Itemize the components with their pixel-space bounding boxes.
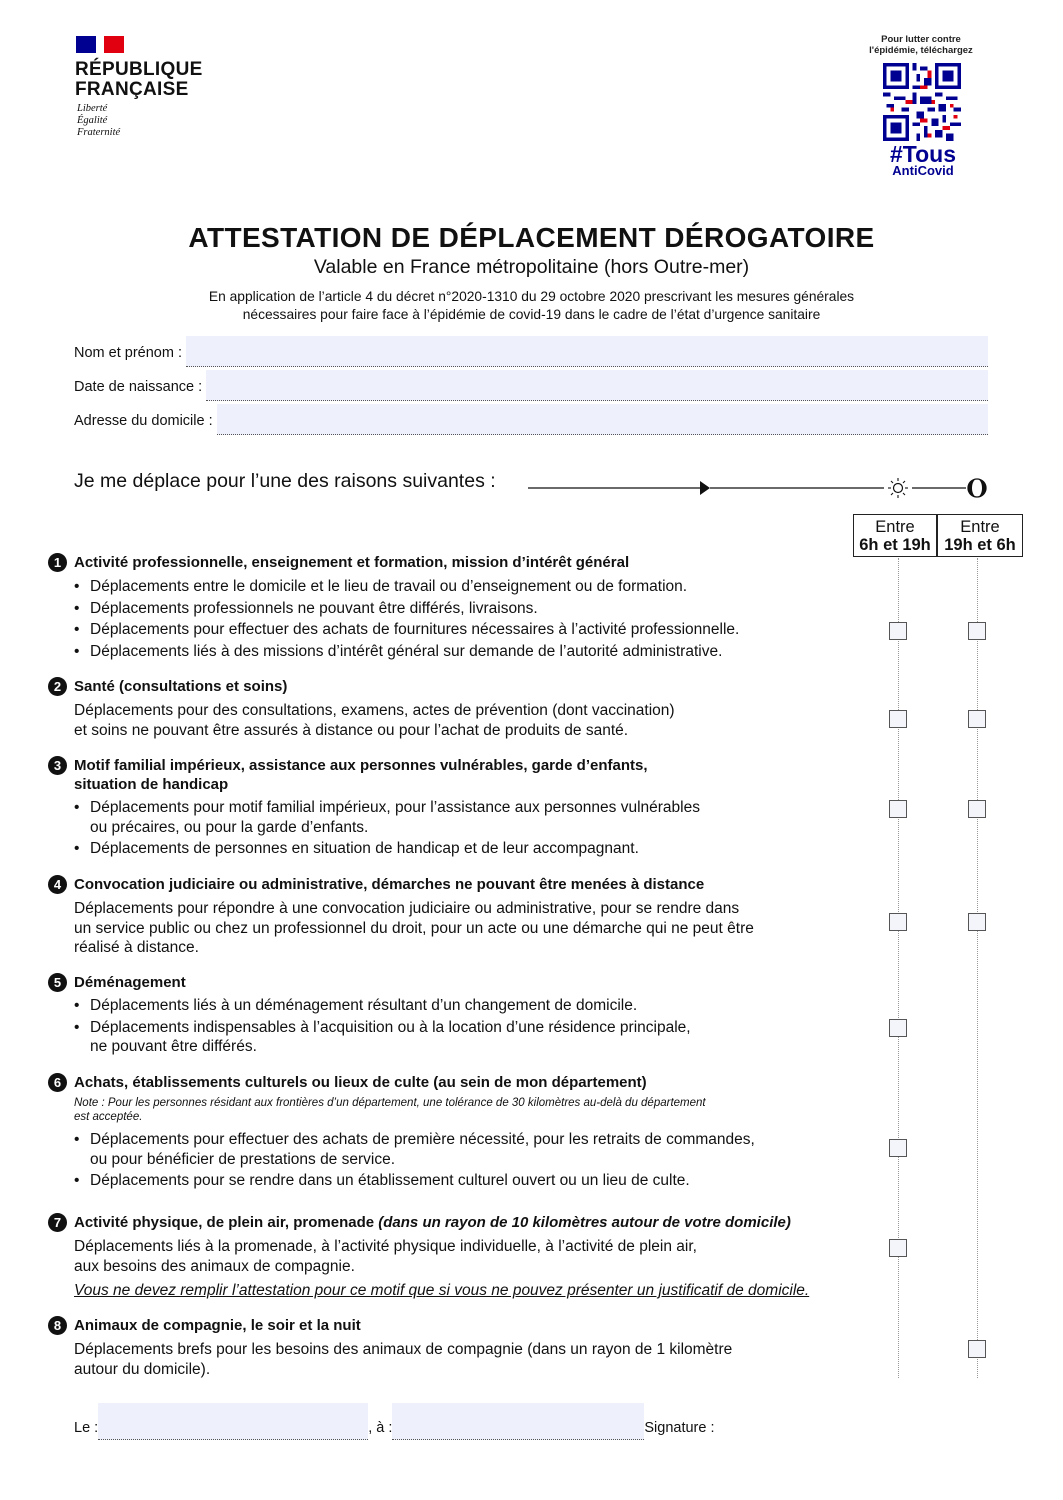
reason-3-bullet: • Déplacements de personnes en situation de handicap et de leur accompagnant. (74, 840, 639, 857)
reason-2-text: et soins ne pouvant être assurés à distance ou pour l’achat de produits de santé. (74, 721, 629, 739)
reason-3-day-checkbox[interactable] (889, 800, 907, 818)
reason-3-number: 3 (48, 756, 67, 775)
reason-7-title-italic: (dans un rayon de 10 kilomètres autour de votre domicile) (378, 1214, 791, 1231)
reason-7-day-checkbox[interactable] (889, 1239, 907, 1257)
reason-3-title: Motif familial impérieux, assistance aux personnes vulnérables, garde d’enfants, (74, 757, 648, 774)
reason-section-3 (48, 756, 868, 859)
reason-1-bullet: • Déplacements liés à des missions d’intérêt général sur demande de l’autorité administrative. (74, 641, 868, 663)
reason-5-day-checkbox[interactable] (889, 1019, 907, 1037)
reason-6-bullet: • Déplacements pour effectuer des achats de première nécessité, pour les retraits de commandes, ou pour bénéficier de prestations de service. (74, 1131, 755, 1168)
reason-4-number: 4 (48, 875, 67, 894)
column-night-line-2: 19h et 6h (944, 536, 1016, 554)
reason-6-bullet-text: ou pour bénéficier de prestations de service. (90, 1150, 396, 1168)
reason-section-8 (48, 1316, 868, 1379)
app-name-tous: #Tous (889, 141, 957, 167)
reason-5-title: Déménagement (74, 974, 186, 991)
reason-1-number: 1 (48, 553, 67, 572)
reason-4-text: Déplacements pour répondre à une convocation judiciaire ou administrative, pour se rendre dans (74, 900, 740, 917)
reason-7-text: aux besoins des animaux de compagnie. (74, 1257, 355, 1275)
reason-3-bullet-text: Déplacements de personnes en situation de handicap et de leur accompagnant. (90, 840, 639, 857)
reason-6-note (74, 1096, 868, 1124)
reason-1-bullet: • Déplacements professionnels ne pouvant être différés, livraisons. (74, 598, 868, 620)
reason-8-text: Déplacements brefs pour les besoins des animaux de compagnie (dans un rayon de 1 kilomètre (74, 1341, 733, 1358)
reason-8-text: autour du domicile). (74, 1360, 211, 1378)
reason-3-bullet-text: Déplacements pour motif familial impérieux, pour l’assistance aux personnes vulnérables (90, 799, 700, 816)
reason-5-bullet-text: Déplacements indispensables à l’acquisition ou à la location d’une résidence principale, (90, 1018, 691, 1036)
time-arrow-line (0, 0, 1063, 520)
motto-fraternite: Fraternité (77, 127, 121, 138)
reason-5-bullet: • Déplacements indispensables à l’acquisition ou à la location d’une résidence principale, ne pouvant être différés. (74, 1018, 691, 1055)
reason-6-title: Achats, établissements culturels ou lieux de culte (au sein de mon département) (74, 1074, 647, 1091)
reason-1-title: Activité professionnelle, enseignement et formation, mission d’intérêt général (74, 554, 630, 571)
reason-6-bullet: • Déplacements pour se rendre dans un établissement culturel ouvert ou un lieu de culte. (74, 1172, 690, 1189)
reason-8-night-checkbox[interactable] (968, 1340, 986, 1358)
column-night-line-1: Entre (960, 518, 1000, 536)
reason-1-bullet-text: Déplacements liés à des missions d’intérêt général sur demande de l’autorité administrative. (90, 642, 723, 660)
column-day-line-2: 6h et 19h (859, 536, 931, 554)
legal-line-1: En application de l’article 4 du décret n°2020-1310 du 29 octobre 2020 prescrivant les mesures générales (208, 289, 855, 304)
reason-4-day-checkbox[interactable] (889, 913, 907, 931)
reason-6-number: 6 (48, 1073, 67, 1092)
reason-6-note-text: Note : Pour les personnes résidant aux frontières d’un département, une tolérance de 30 kilomètres au-delà du département (74, 1097, 706, 1109)
reason-8-title: Animaux de compagnie, le soir et la nuit (74, 1317, 361, 1334)
reason-1-bullet: • Déplacements entre le domicile et le lieu de travail ou d’enseignement ou de formation. (74, 576, 868, 598)
reasons-intro: Je me déplace pour l’une des raisons suivantes : (74, 470, 496, 492)
date-label: Le : (74, 1420, 99, 1436)
column-guide-night (977, 558, 978, 1378)
motto-egalite: Égalité (77, 115, 108, 126)
reason-5-number: 5 (48, 973, 67, 992)
place-input[interactable] (392, 1403, 644, 1440)
reason-section-1 (48, 553, 868, 662)
reason-8-heading (48, 1316, 868, 1335)
place-label: , à : (368, 1420, 393, 1436)
reason-1-night-checkbox[interactable] (968, 622, 986, 640)
reason-5-bullet-text: Déplacements liés à un déménagement résultant d’un changement de domicile. (90, 997, 638, 1014)
signature-row (74, 1400, 715, 1440)
reason-2-text: Déplacements pour des consultations, examens, actes de prévention (dont vaccination) (74, 702, 675, 719)
reason-section-5 (48, 973, 868, 1057)
reason-6-note-text: est acceptée. (74, 1111, 143, 1123)
column-day-line-1: Entre (875, 518, 915, 536)
column-header-day (853, 514, 937, 557)
page-subtitle: Valable en France métropolitaine (hors Outre-mer) (313, 256, 750, 278)
reason-6-bullet-text: Déplacements pour effectuer des achats de première nécessité, pour les retraits de commandes, (90, 1131, 755, 1148)
republic-line-2: FRANÇAISE (75, 79, 189, 100)
reason-4-text: réalisé à distance. (74, 939, 199, 956)
page-title: ATTESTATION DE DÉPLACEMENT DÉROGATOIRE (188, 222, 875, 253)
reason-4-title: Convocation judiciaire ou administrative, démarches ne pouvant être menées à distance (74, 876, 705, 893)
signature-label: Signature : (644, 1420, 715, 1436)
reason-8-number: 8 (48, 1316, 67, 1335)
reason-6-heading (48, 1073, 868, 1092)
reason-3-bullet-text: ou précaires, ou pour la garde d’enfants. (90, 818, 369, 836)
reason-7-number: 7 (48, 1213, 67, 1232)
reason-7-warning: Vous ne devez remplir l’attestation pour ce motif que si vous ne pouvez présenter un justificatif de domicile. (74, 1282, 810, 1299)
motto-liberte: Liberté (77, 103, 108, 114)
reason-2-number: 2 (48, 677, 67, 696)
reason-3-title: situation de handicap (74, 776, 229, 793)
reason-6-day-checkbox[interactable] (889, 1139, 907, 1157)
reason-4-text: un service public ou chez un professionnel du droit, pour un acte ou une démarche qui ne peut être (74, 919, 754, 937)
reason-section-2 (48, 677, 868, 740)
reason-5-heading (48, 973, 868, 992)
reason-1-bullet-text: Déplacements pour effectuer des achats de fournitures nécessaires à l’activité professionnelle. (90, 621, 740, 638)
reason-7-heading (48, 1213, 878, 1232)
reason-2-night-checkbox[interactable] (968, 710, 986, 728)
reason-2-heading (48, 677, 868, 696)
reason-3-bullet: • Déplacements pour motif familial impérieux, pour l’assistance aux personnes vulnérables ou précaires, ou pour la garde d’enfants. (74, 799, 700, 836)
birthdate-label: Date de naissance : (74, 379, 203, 395)
qr-caption-line-2: l'épidémie, téléchargez (869, 45, 973, 56)
legal-line-2: nécessaires pour faire face à l’épidémie de covid-19 dans le cadre de l’état d’urgence sanitaire (242, 307, 821, 322)
name-label: Nom et prénom : (74, 345, 182, 361)
app-name-anticovid: AntiCovid (892, 163, 954, 178)
reason-4-heading (48, 875, 868, 894)
reason-section-7 (48, 1213, 878, 1301)
reason-section-4 (48, 875, 868, 958)
moon-icon (966, 477, 988, 499)
reason-2-day-checkbox[interactable] (889, 710, 907, 728)
reason-1-heading (48, 553, 868, 572)
reason-1-bullet-text: Déplacements entre le domicile et le lieu de travail ou d’enseignement ou de formation. (90, 578, 688, 595)
reason-6-bullet-text: Déplacements pour se rendre dans un établissement culturel ouvert ou un lieu de culte. (90, 1172, 690, 1189)
address-label: Adresse du domicile : (74, 413, 213, 429)
reason-5-bullet: • Déplacements liés à un déménagement résultant d’un changement de domicile. (74, 997, 638, 1014)
reason-5-bullet-text: ne pouvant être différés. (90, 1038, 257, 1055)
column-header-night (937, 514, 1023, 557)
reason-1-day-checkbox[interactable] (889, 622, 907, 640)
reason-1-bullet: • Déplacements pour effectuer des achats de fournitures nécessaires à l’activité professionnelle. (74, 619, 868, 641)
sun-icon (886, 477, 910, 499)
reason-2-title: Santé (consultations et soins) (74, 678, 288, 695)
reason-3-heading (48, 756, 868, 794)
reason-3-night-checkbox[interactable] (968, 800, 986, 818)
qr-caption-line-1: Pour lutter contre (881, 34, 961, 45)
republic-line-1: RÉPUBLIQUE (75, 59, 203, 80)
reason-4-night-checkbox[interactable] (968, 913, 986, 931)
reason-7-text: Déplacements liés à la promenade, à l’activité physique individuelle, à l’activité de plein air, (74, 1238, 697, 1255)
reason-section-6 (48, 1073, 868, 1191)
reason-7-title: Activité physique, de plein air, promenade (74, 1214, 375, 1231)
reason-1-bullet-text: Déplacements professionnels ne pouvant être différés, livraisons. (90, 599, 538, 617)
date-input[interactable] (98, 1403, 368, 1440)
